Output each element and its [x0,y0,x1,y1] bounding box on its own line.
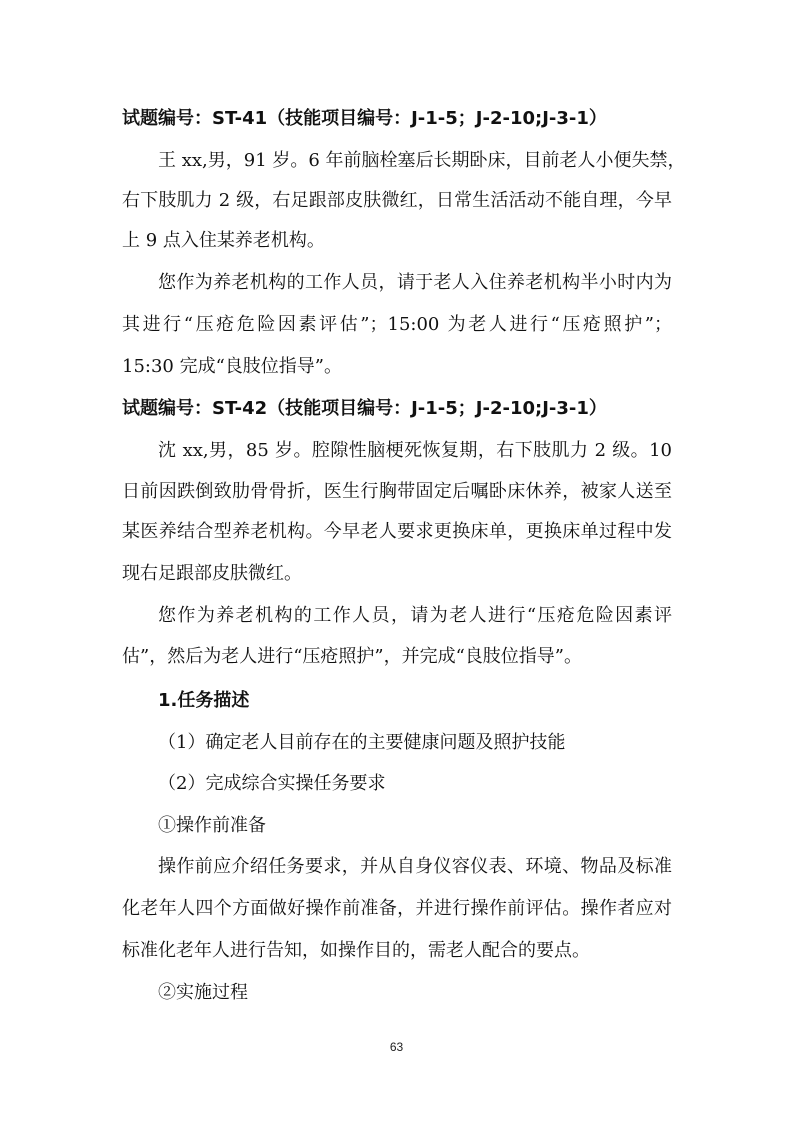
q41-case-line-1: 王 xx,男，91 岁。6 年前脑栓塞后长期卧床，目前老人小便失禁， [158,150,686,171]
q41-title: 试题编号：ST-41（技能项目编号：J-1-5；J-2-10;J-3-1） [122,108,607,129]
subheading-implementation: ②实施过程 [158,982,248,1003]
q42-case-line-4: 现右足跟部皮肤微红。 [122,563,302,584]
prep-line-1: 操作前应介绍任务要求，并从自身仪容仪表、环境、物品及标准 [158,856,672,877]
q41-case-line-3: 上 9 点入住某养老机构。 [122,230,325,251]
q42-task-line-1: 您作为养老机构的工作人员，请为老人进行“压疮危险因素评 [158,605,672,626]
prep-line-3: 标准化老年人进行告知，如操作目的，需老人配合的要点。 [122,940,590,961]
q41-case-line-2: 右下肢肌力 2 级，右足跟部皮肤微红，日常生活活动不能自理，今早 [122,190,672,211]
q42-case-line-1: 沈 xx,男，85 岁。腔隙性脑梗死恢复期，右下肢肌力 2 级。10 [158,440,672,461]
q41-task-line-3: 15:30 完成“良肢位指导”。 [122,356,342,377]
q42-title: 试题编号：ST-42（技能项目编号：J-1-5；J-2-10;J-3-1） [122,398,607,419]
page-number: 63 [389,1040,404,1054]
q42-task-line-2: 估”，然后为老人进行“压疮照护”，并完成“良肢位指导”。 [122,646,583,667]
q42-case-line-3: 某医养结合型养老机构。今早老人要求更换床单，更换床单过程中发 [122,521,672,542]
section-heading: 1.任务描述 [158,690,250,711]
prep-line-2: 化老年人四个方面做好操作前准备，并进行操作前评估。操作者应对 [122,898,672,919]
q41-task-line-2: 其进行“压疮危险因素评估”；15:00 为老人进行“压疮照护”； [122,314,672,335]
section-item-2: （2）完成综合实操任务要求 [158,773,386,794]
q41-task-line-1: 您作为养老机构的工作人员，请于老人入住养老机构半小时内为 [158,272,672,293]
subheading-preparation: ①操作前准备 [158,815,266,836]
section-item-1: （1）确定老人目前存在的主要健康问题及照护技能 [158,732,566,753]
q42-case-line-2: 日前因跌倒致肋骨骨折，医生行胸带固定后嘱卧床休养，被家人送至 [122,481,672,502]
